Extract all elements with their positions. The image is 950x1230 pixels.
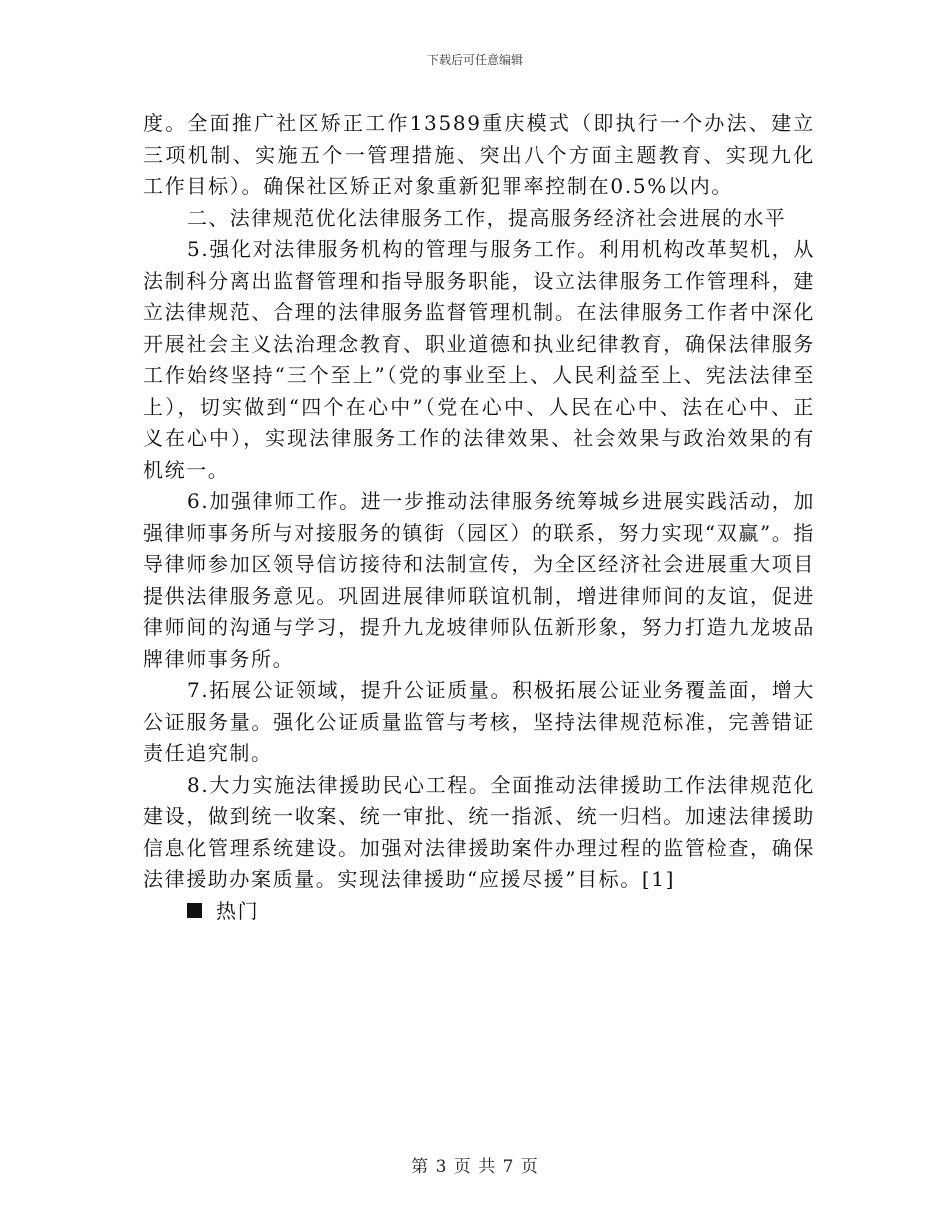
hot-section-heading xyxy=(143,896,815,928)
paragraph-item-5: 5.强化对法律服务机构的管理与服务工作。利用机构改革契机，从法制科分离出监督管理和指导服务职能，设立法律服务工作管理科，建立法律规范、合理的法律服务监督管理机制。在法律服务工作者中深化开展社会主义法治理念教育、职业道德和执业纪律教育，确保法律服务工作始终坚持“三个至上”（党的事业至上、人民利益至上、宪法法律至上），切实做到“四个在心中”（党在心中、人民在心中、法在心中、正义在心中），实现法律服务工作的法律效果、社会效果与政治效果的有机统一。 xyxy=(143,237,815,482)
paragraph-item-6: 6.加强律师工作。进一步推动法律服务统筹城乡进展实践活动，加强律师事务所与对接服务的镇街（园区）的联系，努力实现“双赢”。指导律师参加区领导信访接待和法制宣传，为全区经济社会进展重大项目提供法律服务意见。巩固进展律师联谊机制，增进律师间的友谊，促进律师间的沟通与学习，提升九龙坡律师队伍新形象，努力打造九龙坡品牌律师事务所。 xyxy=(143,489,815,671)
paragraph-continuation: 度。全面推广社区矫正工作13589重庆模式（即执行一个办法、建立三项机制、实施五个一管理措施、突出八个方面主题教育、实现九化工作目标）。确保社区矫正对象重新犯罪率控制在0.5%以内。 xyxy=(143,111,815,198)
black-square-icon xyxy=(187,903,202,918)
paragraph-item-7: 7.拓展公证领域，提升公证质量。积极拓展公证业务覆盖面，增大公证服务量。强化公证质量监管与考核，坚持法律规范标准，完善错证责任追究制。 xyxy=(143,678,815,765)
paragraph-item-8: 8.大力实施法律援助民心工程。全面推动法律援助工作法律规范化建设，做到统一收案、统一审批、统一指派、统一归档。加速法律援助信息化管理系统建设。加强对法律援助案件办理过程的监管检查，确保法律援助办案质量。实现法律援助“应援尽援”目标。[1] xyxy=(143,772,815,891)
document-body xyxy=(143,108,815,927)
page-number-footer: 第 3 页 共 7 页 xyxy=(411,1157,539,1177)
page-header: 下载后可任意编辑 xyxy=(426,53,523,67)
section-heading: 二、法律规范优化法律服务工作，提高服务经济社会进展的水平 xyxy=(187,205,787,230)
hot-label: 热门 xyxy=(216,898,260,923)
